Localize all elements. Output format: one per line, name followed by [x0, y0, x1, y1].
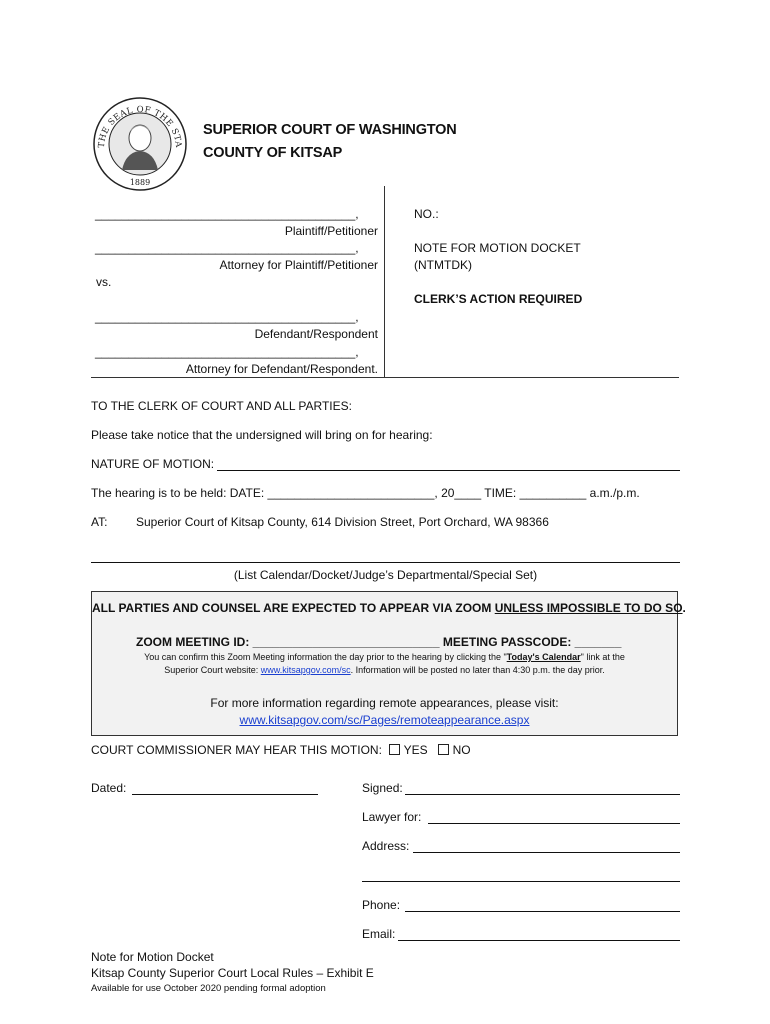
attorney-defendant-blank[interactable]: _______________________________________,	[95, 345, 359, 359]
document-code: (NTMTDK)	[414, 258, 472, 272]
vs-label: vs.	[96, 275, 112, 289]
defendant-label: Defendant/Respondent	[254, 327, 378, 341]
hearing-ampm: a.m./p.m.	[586, 486, 640, 500]
caption-rule	[91, 377, 679, 378]
address-field[interactable]	[413, 851, 680, 853]
attorney-defendant-label: Attorney for Defendant/Respondent.	[185, 362, 378, 376]
dated-label: Dated:	[91, 781, 127, 795]
at-value: Superior Court of Kitsap County, 614 Division Street, Port Orchard, WA 98366	[136, 515, 549, 529]
commissioner-label: COURT COMMISSIONER MAY HEAR THIS MOTION:	[91, 743, 382, 757]
zoom-info-box	[91, 591, 686, 736]
superior-court-link[interactable]: www.kitsapgov.com/sc	[260, 665, 351, 675]
hearing-line	[91, 486, 640, 500]
hearing-prefix: The hearing is to be held: DATE:	[91, 486, 268, 500]
remote-appearance-link[interactable]: www.kitsapgov.com/sc/Pages/remoteappearance.aspx	[239, 713, 530, 727]
phone-label: Phone:	[362, 898, 401, 912]
hearing-date-field[interactable]: _________________________	[267, 486, 435, 500]
state-seal-logo	[92, 96, 188, 192]
lawyer-for-field[interactable]	[428, 822, 680, 824]
zoom-info-line1: You can confirm this Zoom Meeting information the day prior to the hearing by clicking the "Today's Calendar" link at the	[144, 652, 625, 662]
list-label: (List Calendar/Docket/Judge’s Departmental/Special Set)	[233, 568, 538, 582]
attorney-plaintiff-blank[interactable]: _______________________________________,	[95, 241, 359, 255]
address-field-line2[interactable]	[362, 880, 680, 882]
zoom-info-line2: Superior Court website: www.kitsapgov.com/sc. Information will be posted no later than 4:30 p.m. the day prior.	[164, 665, 605, 675]
footer-form-name: Note for Motion Docket	[91, 950, 214, 964]
signed-label: Signed:	[362, 781, 403, 795]
case-number-label: NO.:	[414, 207, 439, 221]
dated-field[interactable]	[132, 793, 318, 795]
signed-field[interactable]	[405, 793, 680, 795]
plaintiff-blank[interactable]: _______________________________________,	[95, 207, 359, 221]
hearing-year: , 20____ TIME:	[434, 486, 520, 500]
commissioner-line	[91, 743, 471, 757]
email-label: Email:	[362, 927, 396, 941]
attorney-plaintiff-label: Attorney for Plaintiff/Petitioner	[219, 258, 378, 272]
at-label: AT:	[91, 515, 108, 529]
document-title: NOTE FOR MOTION DOCKET	[414, 241, 581, 255]
more-info-link-wrap	[92, 713, 677, 727]
footer-rules: Kitsap County Superior Court Local Rules – Exhibit E	[91, 966, 374, 980]
clerk-action-label: CLERK’S ACTION REQUIRED	[414, 292, 583, 306]
svg-text:THE SEAL OF THE STATE OF WASHI: THE SEAL OF THE STA	[96, 104, 184, 149]
yes-checkbox[interactable]	[389, 744, 400, 755]
nature-label: NATURE OF MOTION:	[91, 457, 215, 471]
court-title: SUPERIOR COURT OF WASHINGTON	[203, 122, 457, 138]
yes-label: YES	[403, 743, 428, 757]
phone-field[interactable]	[405, 910, 680, 912]
county-title: COUNTY OF KITSAP	[203, 145, 343, 161]
notice-text: Please take notice that the undersigned will bring on for hearing:	[91, 428, 433, 442]
calendar-field[interactable]	[91, 561, 680, 563]
zoom-meeting-id[interactable]: ZOOM MEETING ID: ____________________________ MEETING PASSCODE: _______	[136, 635, 622, 649]
to-line: TO THE CLERK OF COURT AND ALL PARTIES:	[91, 399, 352, 413]
footer-availability: Available for use October 2020 pending formal adoption	[91, 983, 326, 994]
more-info-text: For more information regarding remote appearances, please visit:	[210, 696, 559, 710]
hearing-time-field[interactable]: __________	[519, 486, 587, 500]
email-field[interactable]	[398, 939, 680, 941]
zoom-heading: ALL PARTIES AND COUNSEL ARE EXPECTED TO APPEAR VIA ZOOM UNLESS IMPOSSIBLE TO DO SO.	[92, 601, 686, 615]
nature-field[interactable]	[217, 469, 680, 471]
plaintiff-label: Plaintiff/Petitioner	[284, 224, 378, 238]
caption-divider	[384, 186, 385, 378]
defendant-blank[interactable]: _______________________________________,	[95, 310, 359, 324]
svg-text:1889: 1889	[129, 178, 151, 187]
address-label: Address:	[362, 839, 410, 853]
no-checkbox[interactable]	[438, 744, 449, 755]
lawyer-for-label: Lawyer for:	[362, 810, 422, 824]
no-label: NO	[452, 743, 471, 757]
